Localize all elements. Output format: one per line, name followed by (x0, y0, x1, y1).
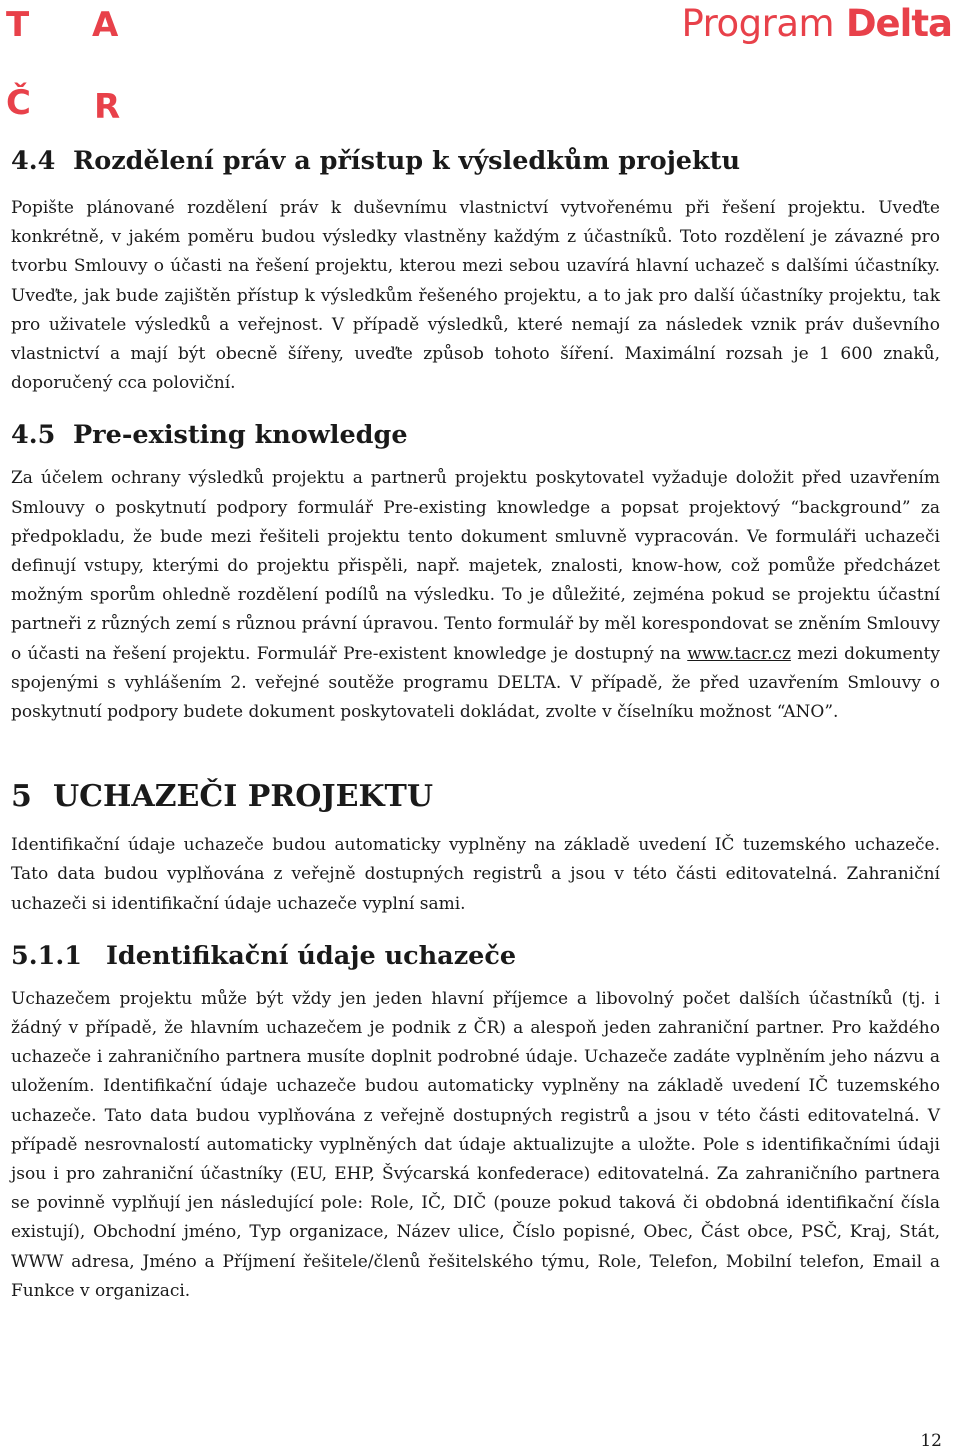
section-5-1-1-text: Uchazečem projektu může být vždy jen jeden hlavní příjemce a libovolný počet dalších účastníků (tj. i žádný v případě, že hlavním uchazečem je podnik z ČR) a alespoň jeden zahraniční partner. Pro každého uchazeče i zahraničního partnera musíte doplnit podrobné údaje. Uchazeče zadáte vyplněním jeho názvu a uložením. Identifikační údaje uchazeče budou automaticky vyplněny na základě uvedení IČ tuzemského uchazeče. Tato data budou vyplňována z veřejně dostupných registrů a jsou v této části editovatelná. V případě nesrovnalostí automaticky vyplněných dat údaje aktualizujte a uložte. Pole s identifikačními údaji jsou i pro zahraniční účastníky (EU, EHP, Švýcarská konfederace) editovatelná. Za zahraničního partnera se povinně vyplňují jen následující pole: Role, IČ, DIČ (pouze pokud taková či obdobná identifikační čísla existují), Obchodní jméno, Typ organizace, Název ulice, Číslo popisné, Obec, Část obce, PSČ, Kraj, Stát, WWW adresa, Jméno a Příjmení řešitele/členů řešitelského týmu, Role, Telefon, Mobilní telefon, Email a Funkce v organizaci. (11, 988, 940, 1301)
section-number: 5 (11, 779, 32, 815)
section-5-heading (11, 775, 940, 819)
section-number: 4.4 (11, 146, 56, 176)
tacr-logo (4, 2, 124, 127)
section-number: 4.5 (11, 420, 56, 451)
logo-letter-a: A (92, 5, 119, 45)
logo-letter-r: R (94, 87, 121, 127)
section-4-5-heading (11, 414, 940, 456)
section-4-4-text: Popište plánované rozdělení práv k duševnímu vlastnictví vytvořenému při řešení projektu. Uveďte konkrétně, v jakém poměru budou výsledky vlastněny každým z účastníků. Toto rozdělení je závazné pro tvorbu Smlouvy o účasti na řešení projektu, kterou mezi sebou uzavírá hlavní uchazeč s dalšími účastníky. Uveďte, jak bude zajištěn přístup k výsledkům řešeného projektu, a to jak pro další účastníky projektu, tak pro uživatele výsledků a veřejnost. V případě výsledků, které nemají za následek vznik práv duševního vlastnictví a mají být obecně šířeny, uveďte způsob tohoto šíření. Maximální rozsah je 1 600 znaků, doporučený cca poloviční. (11, 198, 940, 394)
section-title: Identifikační údaje uchazeče (106, 940, 517, 971)
section-4-5-text-part2: mezi dokumenty spojenými s vyhlášením 2. veřejné soutěže programu DELTA. V případě, že před uzavřením Smlouvy o poskytnutí podpory budete dokument poskytovateli dokládat, zvolte v číselníku možnost “ANO”. (11, 643, 940, 723)
section-4-5-text-part1: Za účelem ochrany výsledků projektu a partnerů projektu poskytovatel vyžaduje doložit před uzavřením Smlouvy o poskytnutí podpory formulář Pre-existing knowledge a popsat projektový “background” za předpokladu, že bude mezi řešiteli projektu tento dokument smluvně vypracován. Ve formuláři uchazeči definují vstupy, kterými do projektu přispěli, např. majetek, znalosti, know-how, což pomůže předcházet možným sporům ohledně rozdělení podílů na výsledku. To je důležité, zejména pokud se projektu účastní partneři z různých zemí s různou právní úpravou. Tento formulář by měl korespondovat se zněním Smlouvy o účasti na řešení projektu. Formulář Pre-existent knowledge je dostupný na (11, 468, 940, 664)
page-number: 12 (920, 1431, 942, 1451)
logo-letter-c: Č (6, 83, 31, 123)
program-prefix: Program (681, 2, 835, 45)
section-title: UCHAZEČI PROJEKTU (53, 779, 434, 815)
program-delta-logo (681, 2, 952, 46)
tacr-link[interactable]: www.tacr.cz (687, 643, 791, 664)
section-title: Pre-existing knowledge (73, 420, 408, 451)
section-title: Rozdělení práv a přístup k výsledkům projektu (73, 146, 741, 176)
section-5-1-1-heading (11, 935, 940, 977)
section-number: 5.1.1 (11, 940, 82, 971)
page-content (11, 140, 940, 1306)
logo-letter-t: T (6, 5, 30, 45)
program-name: Delta (845, 2, 952, 45)
section-4-5-text (11, 464, 940, 727)
section-5-text: Identifikační údaje uchazeče budou automaticky vyplněny na základě uvedení IČ tuzemského uchazeče. Tato data budou vyplňována z veřejně dostupných registrů a jsou v této části editovatelná. Zahraniční uchazeči si identifikační údaje uchazeče vyplní sami. (11, 835, 940, 914)
section-4-4-heading (11, 140, 940, 182)
